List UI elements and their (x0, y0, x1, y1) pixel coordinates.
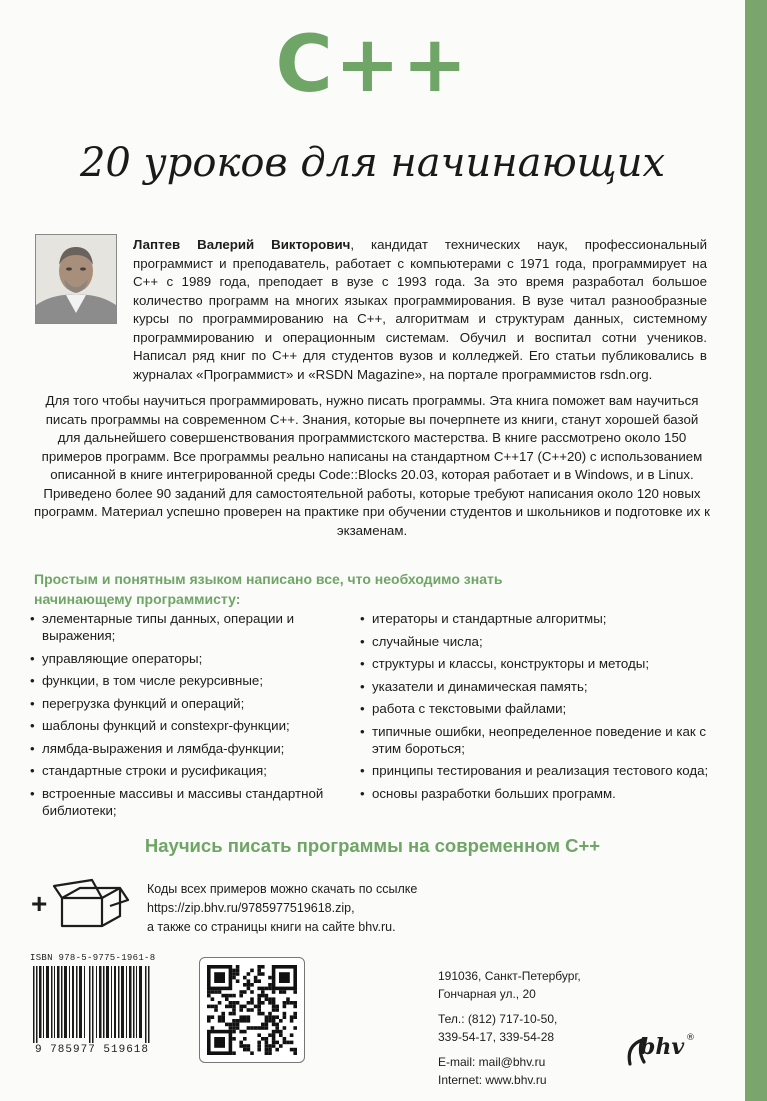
list-item: • перегрузка функций и операций; (30, 695, 350, 712)
list-item: • структуры и классы, конструкторы и методы; (360, 655, 710, 672)
book-subtitle: 20 уроков для начинающих (79, 140, 666, 186)
email-line: E-mail: mail@bhv.ru (438, 1055, 546, 1069)
download-info (147, 880, 507, 937)
list-item: • встроенные массивы и массивы стандартной библиотеки; (30, 785, 350, 819)
barcode-number: 9 785977 519618 (34, 1044, 150, 1056)
publisher-address (438, 968, 638, 1089)
book-description: Для того чтобы научиться программировать, нужно писать программы. Эта книга поможет вам научиться писать программы на современном С++. Знания, которые вы почерпнете из книги, станут хорошей базой для дальнейшего совершенствования программистского мастерства. В книге рассмотрено около 150 примеров программ. Все программы реально написаны на стандартном С++17 (С++20) с использованием описанной в книге интегрированной среды Code::Blocks 20.03, которая работает и в Windows, и в Linux. Приведено более 90 заданий для самостоятельной работы, которые требуют написания около 120 новых программ. Материал успешно проверен на практике при обучении студентов и школьников и подготовке их к экзаменам. (34, 393, 710, 538)
list-item: • стандартные строки и русификация; (30, 762, 350, 779)
list-item: • шаблоны функций и constexpr-функции; (30, 717, 350, 734)
download-line-3: а также со страницы книги на сайте bhv.ru. (147, 920, 396, 934)
bhv-logo-text: bhv (640, 1034, 685, 1060)
author-bio-text: , кандидат технических наук, профессиональный программист и преподаватель, работает с компьютерами с 1971 года, программирует на С++ с 1989 года, преподает в вузе с 1993 года. За это время разработал большое количество программ на многих языках программирования. В вузе читал разнообразные курсы по программированию на С++, алгоритмам и структурам данных, системному программированию и операционным системам. Обучил и воспитал сотни учеников. Написал ряд книг по С++ для студентов вузов и колледжей. Его статьи публиковались в журналах «Программист» и «RSDN Magazine», на портале программистов rsdn.org. (133, 237, 707, 382)
list-item: • итераторы и стандартные алгоритмы; (360, 610, 710, 627)
list-item: • функции, в том числе рекурсивные; (30, 672, 350, 689)
qr-code (199, 957, 305, 1063)
list-item: • работа с текстовыми файлами; (360, 700, 710, 717)
bhv-logo (626, 1024, 696, 1068)
list-item: • типичные ошибки, неопределенное поведение и как с этим бороться; (360, 723, 710, 757)
slogan: Научись писать программы на современном С++ (144, 835, 601, 856)
phone-line-1: Тел.: (812) 717-10-50, (438, 1012, 558, 1026)
author-photo (35, 234, 117, 324)
download-link: https://zip.bhv.ru/9785977519618.zip, (147, 901, 355, 915)
author-bio (133, 236, 707, 384)
list-item: • управляющие операторы; (30, 650, 350, 667)
topics-list-right (360, 610, 710, 807)
topics-intro: Простым и понятным языком написано все, что необходимо знать начинающему программисту: (34, 571, 503, 607)
author-name: Лаптев Валерий Викторович (133, 237, 351, 252)
address-line-1: 191036, Санкт-Петербург, (438, 969, 581, 983)
spine-green-bar (745, 0, 767, 1101)
isbn-label: ISBN 978-5-9775-1961-8 (30, 953, 156, 963)
list-item: • случайные числа; (360, 633, 710, 650)
list-item: • указатели и динамическая память; (360, 678, 710, 695)
list-item: • основы разработки больших программ. (360, 785, 710, 802)
topics-list-left (30, 610, 350, 824)
open-box-icon (52, 878, 132, 933)
internet-line: Internet: www.bhv.ru (438, 1072, 547, 1087)
registered-mark: ® (686, 1033, 695, 1043)
address-line-2: Гончарная ул., 20 (438, 986, 536, 1001)
isbn-barcode (33, 966, 151, 1043)
plus-icon: + (31, 888, 48, 919)
phone-line-2: 339-54-17, 339-54-28 (438, 1029, 555, 1044)
download-line-1: Коды всех примеров можно скачать по ссылке (147, 882, 418, 896)
book-title: C++ (275, 20, 470, 110)
list-item: • принципы тестирования и реализация тестового кода; (360, 762, 710, 779)
list-item: • лямбда-выражения и лямбда-функции; (30, 740, 350, 757)
list-item: • элементарные типы данных, операции и выражения; (30, 610, 350, 644)
